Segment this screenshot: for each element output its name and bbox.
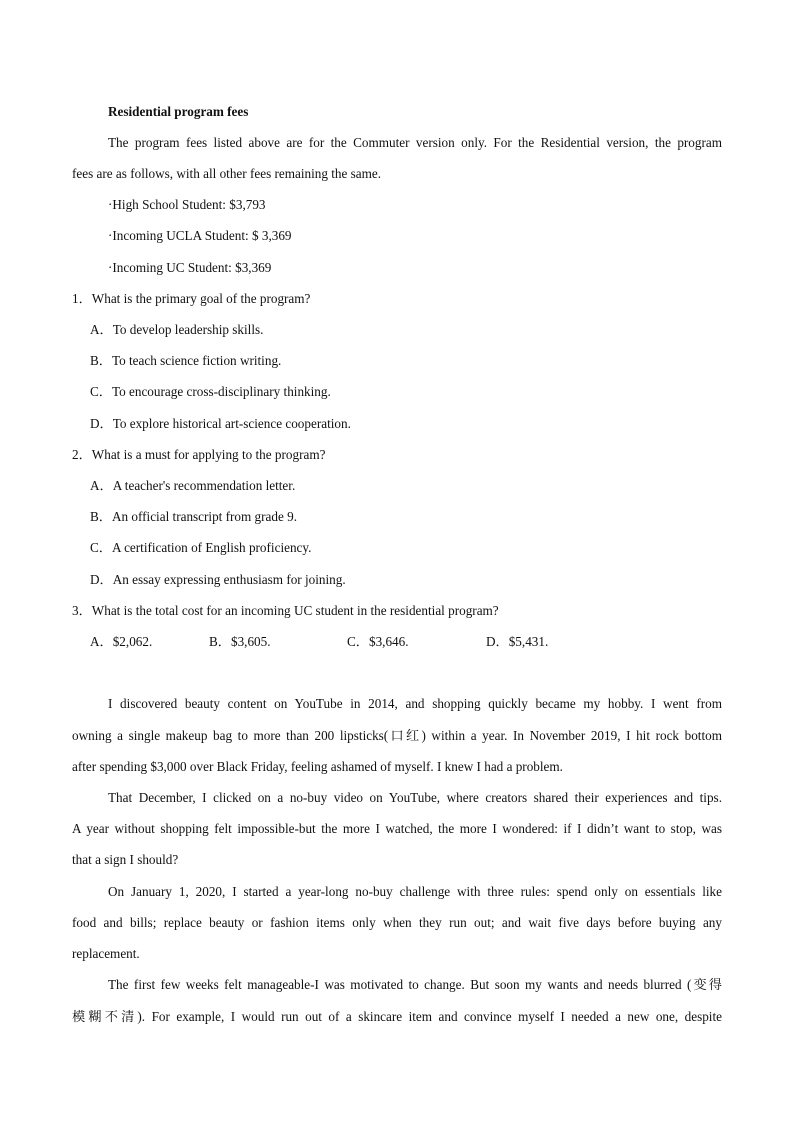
- answer-option: D．$5,431.: [486, 634, 549, 649]
- passage-line: 模糊不清). For example, I would run out of a skincare item and convince myself I needed a new one, despite: [72, 1009, 722, 1024]
- answer-option: D．An essay expressing enthusiasm for joining.: [90, 572, 346, 587]
- question-stem: 2．What is a must for applying to the program?: [72, 447, 326, 462]
- answer-option: A．To develop leadership skills.: [90, 322, 264, 337]
- passage-line: that a sign I should?: [72, 852, 179, 867]
- question-stem: 3．What is the total cost for an incoming UC student in the residential program?: [72, 603, 499, 618]
- answer-option: B．$3,605.: [209, 634, 271, 649]
- passage-line: That December, I clicked on a no-buy video on YouTube, where creators shared their experiences and tips.: [108, 790, 722, 805]
- question-stem: 1．What is the primary goal of the program?: [72, 291, 311, 306]
- section-heading: Residential program fees: [108, 104, 249, 119]
- passage-line: replacement.: [72, 946, 140, 961]
- fee-item: ·High School Student: $3,793: [108, 197, 266, 212]
- answer-option: C．To encourage cross-disciplinary thinking.: [90, 384, 331, 399]
- fee-item: ·Incoming UCLA Student: $ 3,369: [108, 228, 292, 243]
- passage-line: I discovered beauty content on YouTube in 2014, and shopping quickly became my hobby. I went from: [108, 696, 722, 711]
- fees-intro-line-1: The program fees listed above are for the Commuter version only. For the Residential version, the program: [108, 135, 722, 150]
- fees-intro-line-2: fees are as follows, with all other fees remaining the same.: [72, 166, 382, 181]
- fee-item: ·Incoming UC Student: $3,369: [108, 260, 272, 275]
- passage-line: A year without shopping felt impossible-but the more I watched, the more I wondered: if I didn’t want to stop, was: [72, 821, 722, 836]
- answer-option: A．$2,062.: [90, 634, 153, 649]
- answer-option: B．An official transcript from grade 9.: [90, 509, 298, 524]
- passage-line: owning a single makeup bag to more than 200 lipsticks(口红) within a year. In November 2019, I hit rock bottom: [72, 728, 722, 743]
- passage-line: On January 1, 2020, I started a year-long no-buy challenge with three rules: spend only on essentials like: [108, 884, 722, 899]
- passage-line: food and bills; replace beauty or fashion items only when they run out; and wait five days before buying any: [72, 915, 722, 930]
- answer-option: B．To teach science fiction writing.: [90, 353, 282, 368]
- passage-line: The first few weeks felt manageable-I was motivated to change. But soon my wants and needs blurred (变得: [108, 977, 722, 992]
- passage-line: after spending $3,000 over Black Friday, feeling ashamed of myself. I knew I had a problem.: [72, 759, 563, 774]
- answer-option: C．$3,646.: [347, 634, 409, 649]
- answer-option: D．To explore historical art-science cooperation.: [90, 416, 351, 431]
- answer-option: A．A teacher's recommendation letter.: [90, 478, 296, 493]
- answer-option: C．A certification of English proficiency.: [90, 540, 312, 555]
